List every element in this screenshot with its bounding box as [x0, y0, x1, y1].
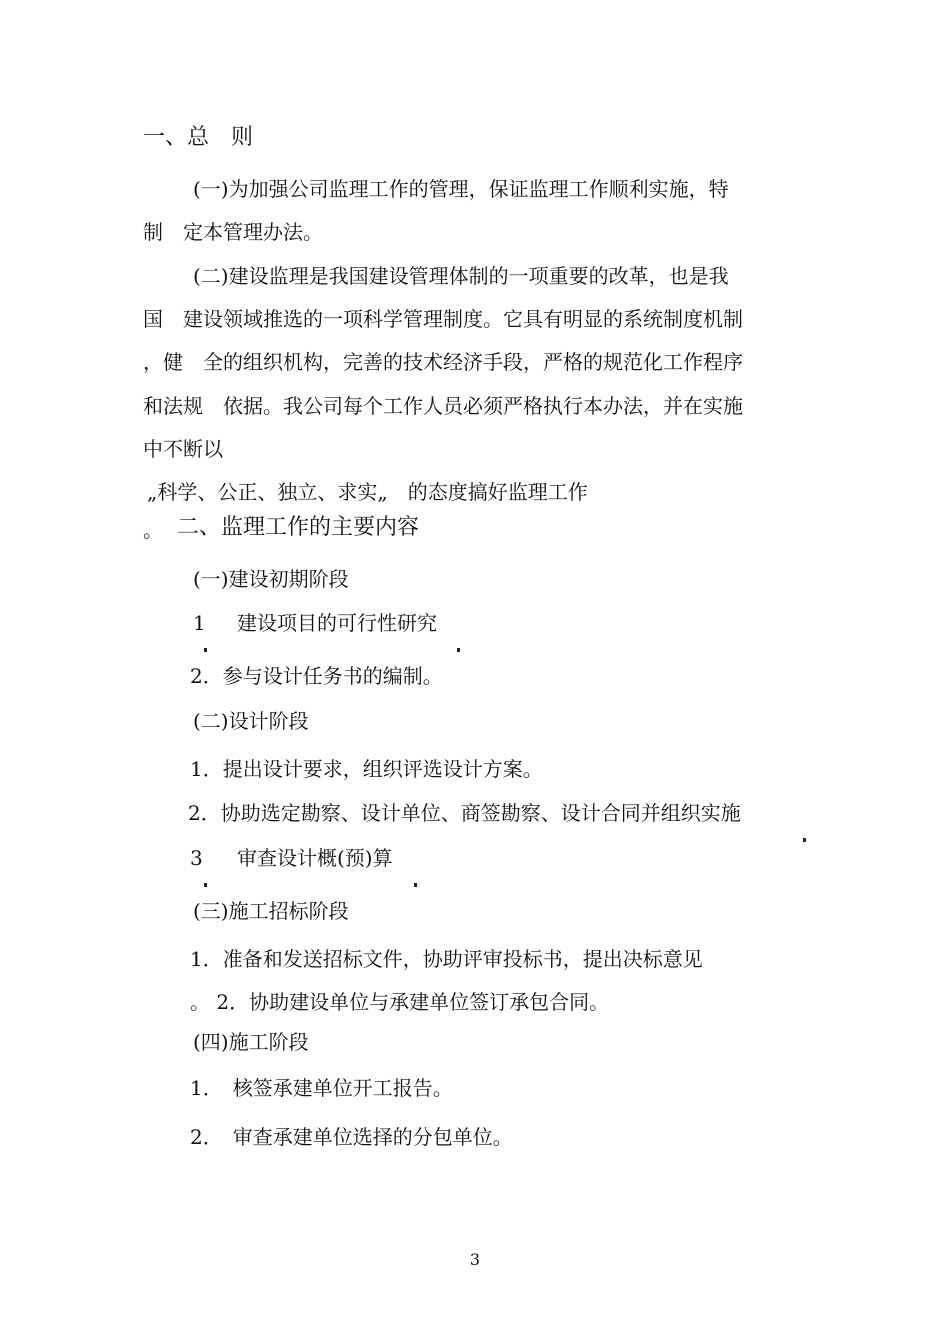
stage-2-item-3-number: 3 [190, 846, 203, 870]
paragraph-2-line-4: 和法规 依据。我公司每个工作人员必须严格执行本办法，并在实施 [143, 394, 743, 418]
stray-dot-mark [414, 883, 417, 887]
stage-1-item-1-text: 建设项目的可行性研究 [237, 611, 437, 635]
stage-2-item-2: 2．协助选定勘察、设计单位、商签勘察、设计合同并组织实施 [188, 801, 741, 825]
stray-dot-mark [457, 648, 460, 652]
paragraph-2-line-2: 国 建设领域推选的一项科学管理制度。它具有明显的系统制度机制 [143, 307, 743, 331]
stray-dot-mark [204, 648, 207, 652]
paragraph-2-line-6: „科学、公正、独立、求实„ 的态度搞好监理工作 [147, 480, 588, 504]
stage-1-title: (一)建设初期阶段 [193, 567, 349, 591]
stage-3-item-2: 。 2．协助建设单位与承建单位签订承包合同。 [190, 990, 610, 1014]
stage-4-item-2: 2． 审查承建单位选择的分包单位。 [190, 1125, 513, 1149]
stage-2-title: (二)设计阶段 [193, 709, 309, 733]
stage-2-item-3-text: 审查设计概(预)算 [237, 846, 393, 870]
stray-dot-mark [803, 838, 806, 842]
page-number: 3 [469, 1250, 481, 1269]
paragraph-1-line-1: (一)为加强公司监理工作的管理，保证监理工作顺利实施，特 [193, 177, 729, 201]
section-2-heading: 二、监理工作的主要内容 [177, 515, 420, 540]
paragraph-1-line-2: 制 定本管理办法。 [143, 220, 323, 244]
stage-3-title: (三)施工招标阶段 [193, 899, 349, 923]
stage-4-item-1: 1． 核签承建单位开工报告。 [190, 1076, 453, 1100]
paragraph-2-line-3: ，健 全的组织机构，完善的技术经济手段，严格的规范化工作程序 [143, 350, 743, 374]
stage-4-title: (四)施工阶段 [193, 1030, 309, 1054]
paragraph-2-line-1: (二)建设监理是我国建设管理体制的一项重要的改革，也是我 [193, 264, 729, 288]
section-1-heading: 一、总 则 [143, 125, 254, 150]
stage-1-item-2: 2．参与设计任务书的编制。 [190, 664, 443, 688]
section-2-heading-mark: 。 [143, 518, 163, 542]
paragraph-2-line-5: 中不断以 [143, 437, 223, 461]
stray-dot-mark [204, 883, 207, 887]
stage-2-item-1: 1．提出设计要求，组织评选设计方案。 [190, 757, 543, 781]
stage-1-item-1-number: 1 [193, 611, 206, 635]
stage-3-item-1: 1．准备和发送招标文件，协助评审投标书，提出决标意见 [190, 947, 703, 971]
